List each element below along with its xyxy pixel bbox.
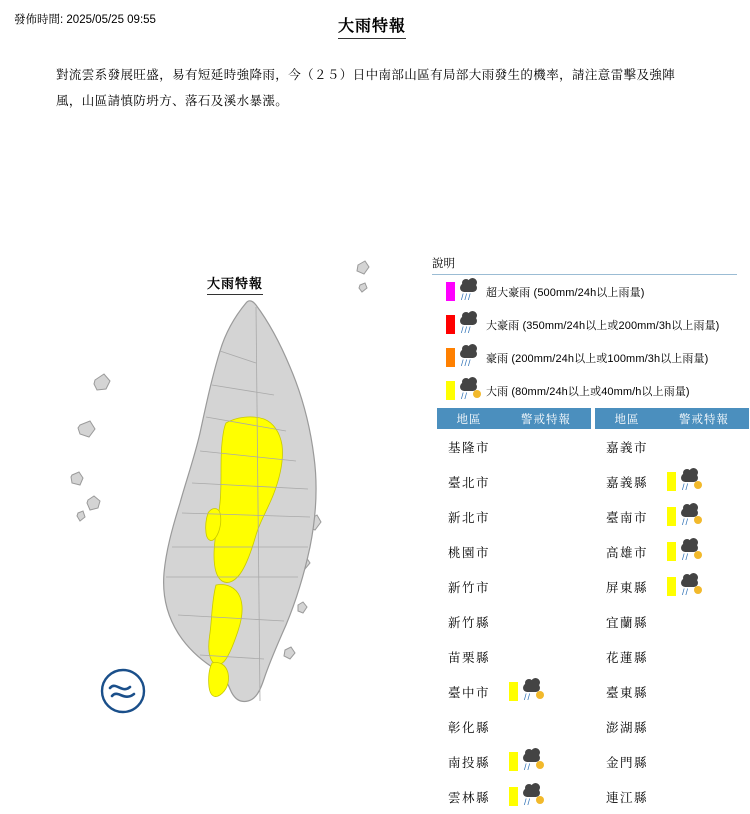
area-name: 苗栗縣: [447, 650, 490, 665]
area-name: 屏東縣: [605, 580, 648, 595]
rain-sun-icon: //: [458, 381, 480, 401]
warning-table-right: [595, 408, 749, 814]
advisory-text: 對流雲系發展旺盛，易有短延時強降雨，今（２５）日中南部山區有局部大雨發生的機率，請注意雷擊及強陣風，山區請慎防坍方、落石及溪水暴漲。: [56, 68, 676, 108]
warning-cell: [501, 534, 591, 569]
warning-cell: [659, 744, 749, 779]
area-name: 澎湖縣: [605, 720, 648, 735]
table-row: [437, 674, 591, 709]
area-name: 金門縣: [605, 755, 648, 770]
area-name: 新北市: [447, 510, 490, 525]
rain-sun-icon: //: [679, 542, 701, 562]
warning-swatch: [509, 682, 518, 701]
rain-sun-icon: //: [679, 507, 701, 527]
page-title: 大雨特報: [338, 13, 406, 39]
table-row: [437, 744, 591, 779]
table-row: [595, 779, 749, 814]
warning-swatch: [509, 752, 518, 771]
heavy-rain-icon: ///: [458, 348, 480, 368]
area-name: 新竹市: [447, 580, 490, 595]
rain-sun-icon: //: [521, 752, 543, 772]
legend-item-extremely-heavy: [432, 341, 740, 374]
warning-cell: [501, 464, 591, 499]
cwa-logo: [100, 668, 146, 714]
legend: [432, 255, 740, 407]
area-name: 桃園市: [447, 545, 490, 560]
table-row: [595, 604, 749, 639]
taiwan-map: [60, 255, 420, 725]
area-name: 嘉義縣: [605, 475, 648, 490]
legend-swatch: [446, 381, 455, 400]
warning-cell: [659, 674, 749, 709]
area-name: 雲林縣: [447, 790, 490, 805]
warning-cell: [659, 639, 749, 674]
warning-cell: [659, 534, 749, 569]
warning-cell: [501, 674, 591, 709]
warning-cell: [501, 744, 591, 779]
table-row: [595, 499, 749, 534]
rain-sun-icon: //: [679, 577, 701, 597]
table-row: [437, 499, 591, 534]
warning-cell: [659, 709, 749, 744]
map-svg: [60, 255, 420, 725]
legend-item-extreme: [432, 275, 740, 308]
area-name: 臺南市: [605, 510, 648, 525]
table-row: [437, 429, 591, 464]
warning-table-left: [437, 408, 591, 814]
legend-label: 豪雨 (200mm/24h以上或100mm/3h以上雨量): [486, 352, 709, 365]
area-name: 新竹縣: [447, 615, 490, 630]
legend-label: 大雨 (80mm/24h以上或40mm/h以上雨量): [486, 385, 690, 398]
column-header-warning: 警戒特報: [501, 408, 591, 429]
warning-swatch: [509, 787, 518, 806]
warning-cell: [659, 429, 749, 464]
warning-swatch: [667, 577, 676, 596]
area-name: 臺北市: [447, 475, 490, 490]
legend-swatch: [446, 315, 455, 334]
table-row: [437, 464, 591, 499]
table-row: [437, 779, 591, 814]
rain-sun-icon: //: [521, 787, 543, 807]
legend-label: 大豪雨 (350mm/24h以上或200mm/3h以上雨量): [486, 319, 720, 332]
issue-time-label: 發佈時間:: [14, 14, 64, 26]
legend-swatch: [446, 282, 455, 301]
table-row: [595, 674, 749, 709]
table-row: [595, 429, 749, 464]
warning-cell: [659, 569, 749, 604]
warning-cell: [659, 604, 749, 639]
table-row: [437, 569, 591, 604]
table-row: [595, 709, 749, 744]
table-header-row: [437, 408, 591, 429]
legend-heading: 說明: [432, 255, 737, 275]
area-name: 花蓮縣: [605, 650, 648, 665]
warning-cell: [501, 604, 591, 639]
warning-cell: [659, 779, 749, 814]
rain-sun-icon: //: [679, 472, 701, 492]
legend-item-heavy: [432, 374, 740, 407]
area-name: 高雄市: [605, 545, 648, 560]
issue-time: [14, 11, 156, 27]
column-header-warning: 警戒特報: [659, 408, 749, 429]
table-row: [595, 464, 749, 499]
area-name: 彰化縣: [447, 720, 490, 735]
legend-item-torrential: [432, 308, 740, 341]
area-name: 南投縣: [447, 755, 490, 770]
warning-cell: [501, 709, 591, 744]
area-name: 宜蘭縣: [605, 615, 648, 630]
issue-time-value: 2025/05/25 09:55: [66, 14, 156, 26]
table-row: [437, 604, 591, 639]
warning-cell: [501, 429, 591, 464]
rain-sun-icon: //: [521, 682, 543, 702]
warning-cell: [501, 639, 591, 674]
cwa-logo-svg: [100, 668, 146, 714]
table-header-row: [595, 408, 749, 429]
table-row: [437, 709, 591, 744]
warning-cell: [501, 569, 591, 604]
table-row: [595, 534, 749, 569]
heavy-rain-icon: ///: [458, 282, 480, 302]
warning-cell: [501, 499, 591, 534]
legend-label: 超大豪雨 (500mm/24h以上雨量): [486, 286, 645, 299]
warning-cell: [659, 499, 749, 534]
map-title: 大雨特報: [207, 273, 263, 295]
area-name: 臺東縣: [605, 685, 648, 700]
warning-cell: [659, 464, 749, 499]
area-name: 嘉義市: [605, 440, 648, 455]
table-row: [595, 569, 749, 604]
area-name: 臺中市: [447, 685, 490, 700]
heavy-rain-icon: ///: [458, 315, 480, 335]
warning-swatch: [667, 507, 676, 526]
warning-swatch: [667, 542, 676, 561]
column-header-area: 地區: [437, 408, 501, 429]
table-row: [437, 639, 591, 674]
table-row: [595, 639, 749, 674]
warning-swatch: [667, 472, 676, 491]
area-name: 基隆市: [447, 440, 490, 455]
area-name: 連江縣: [605, 790, 648, 805]
warning-cell: [501, 779, 591, 814]
column-header-area: 地區: [595, 408, 659, 429]
warning-tables: [437, 408, 741, 814]
table-row: [437, 534, 591, 569]
legend-swatch: [446, 348, 455, 367]
table-row: [595, 744, 749, 779]
